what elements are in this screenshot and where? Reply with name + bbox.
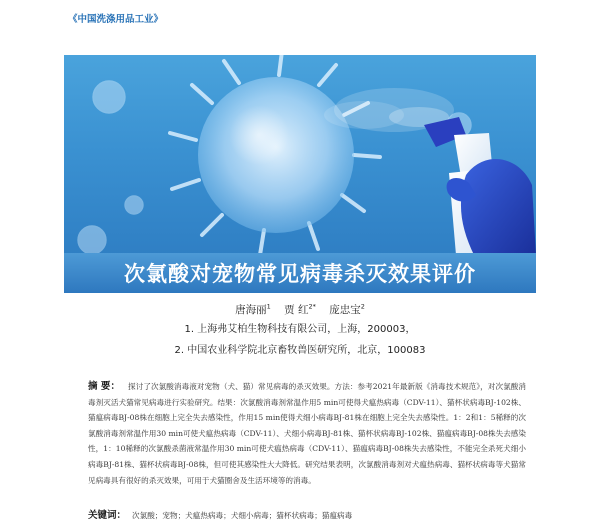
abstract bbox=[88, 379, 526, 488]
title-band bbox=[64, 253, 536, 293]
abstract-text: 探讨了次氯酸消毒液对宠物（犬、猫）常见病毒的杀灭效果。方法：参考2021年最新版《消毒技术规范》，对次氯酸消毒剂灭活犬猫常见病毒进行实验研究。结果：次氯酸消毒剂常温作用5 min可使得犬瘟热病毒（CDV-11）、猫杯状病毒BJ-102株、猫瘟病毒BJ-08株在细胞上完全失去感染性，作用15 min使得犬细小病毒BJ-81株在细胞上完全失去感染性。1：2和1：5稀释的次氯酸消毒剂常温作用30 min可使犬瘟热病毒（CDV-11）、犬细小病毒BJ-81株、猫杯状病毒BJ-102株、猫瘟病毒BJ-08株失去感染性，1：10稀释的次氯酸杀菌液常温作用30 min可使犬瘟热病毒（CDV-11）、猫瘟病毒BJ-08株失去感染性，不能完全杀死犬细小病毒BJ-81株、猫杯状病毒BJ-08株，但可使其感染性大大降低。研究结果表明，次氯酸消毒剂对犬瘟热病毒、猫杯状病毒等犬猫常见病毒具有很好的杀灭效果，可用于犬猫圈舍及生活环境等的消毒。 bbox=[88, 382, 526, 485]
author-affiliation-mark: 2 bbox=[360, 302, 365, 311]
author-affiliation-mark: 2* bbox=[308, 302, 316, 311]
article-title: 次氯酸对宠物常见病毒杀灭效果评价 bbox=[124, 262, 476, 286]
journal-header: 《中国洗涤用品工业》 bbox=[68, 14, 164, 25]
author-name: 唐海丽 bbox=[235, 304, 267, 316]
abstract-label: 摘 要： bbox=[88, 381, 121, 392]
author-list bbox=[0, 302, 600, 317]
author-name: 贾 红 bbox=[284, 304, 309, 316]
keywords-text: 次氯酸；宠物；犬瘟热病毒；犬细小病毒；猫杯状病毒；猫瘟病毒 bbox=[132, 511, 353, 520]
affiliation-2: 2. 中国农业科学院北京畜牧兽医研究所，北京，100083 bbox=[174, 345, 426, 356]
keywords bbox=[88, 507, 526, 521]
keywords-label: 关键词： bbox=[88, 510, 127, 521]
author-affiliation-mark: 1 bbox=[266, 302, 271, 311]
author-name: 庞忠宝 bbox=[329, 304, 361, 316]
affiliation-1: 1. 上海弗艾柏生物科技有限公司，上海，200003， bbox=[184, 324, 416, 335]
cover-illustration bbox=[64, 55, 536, 255]
